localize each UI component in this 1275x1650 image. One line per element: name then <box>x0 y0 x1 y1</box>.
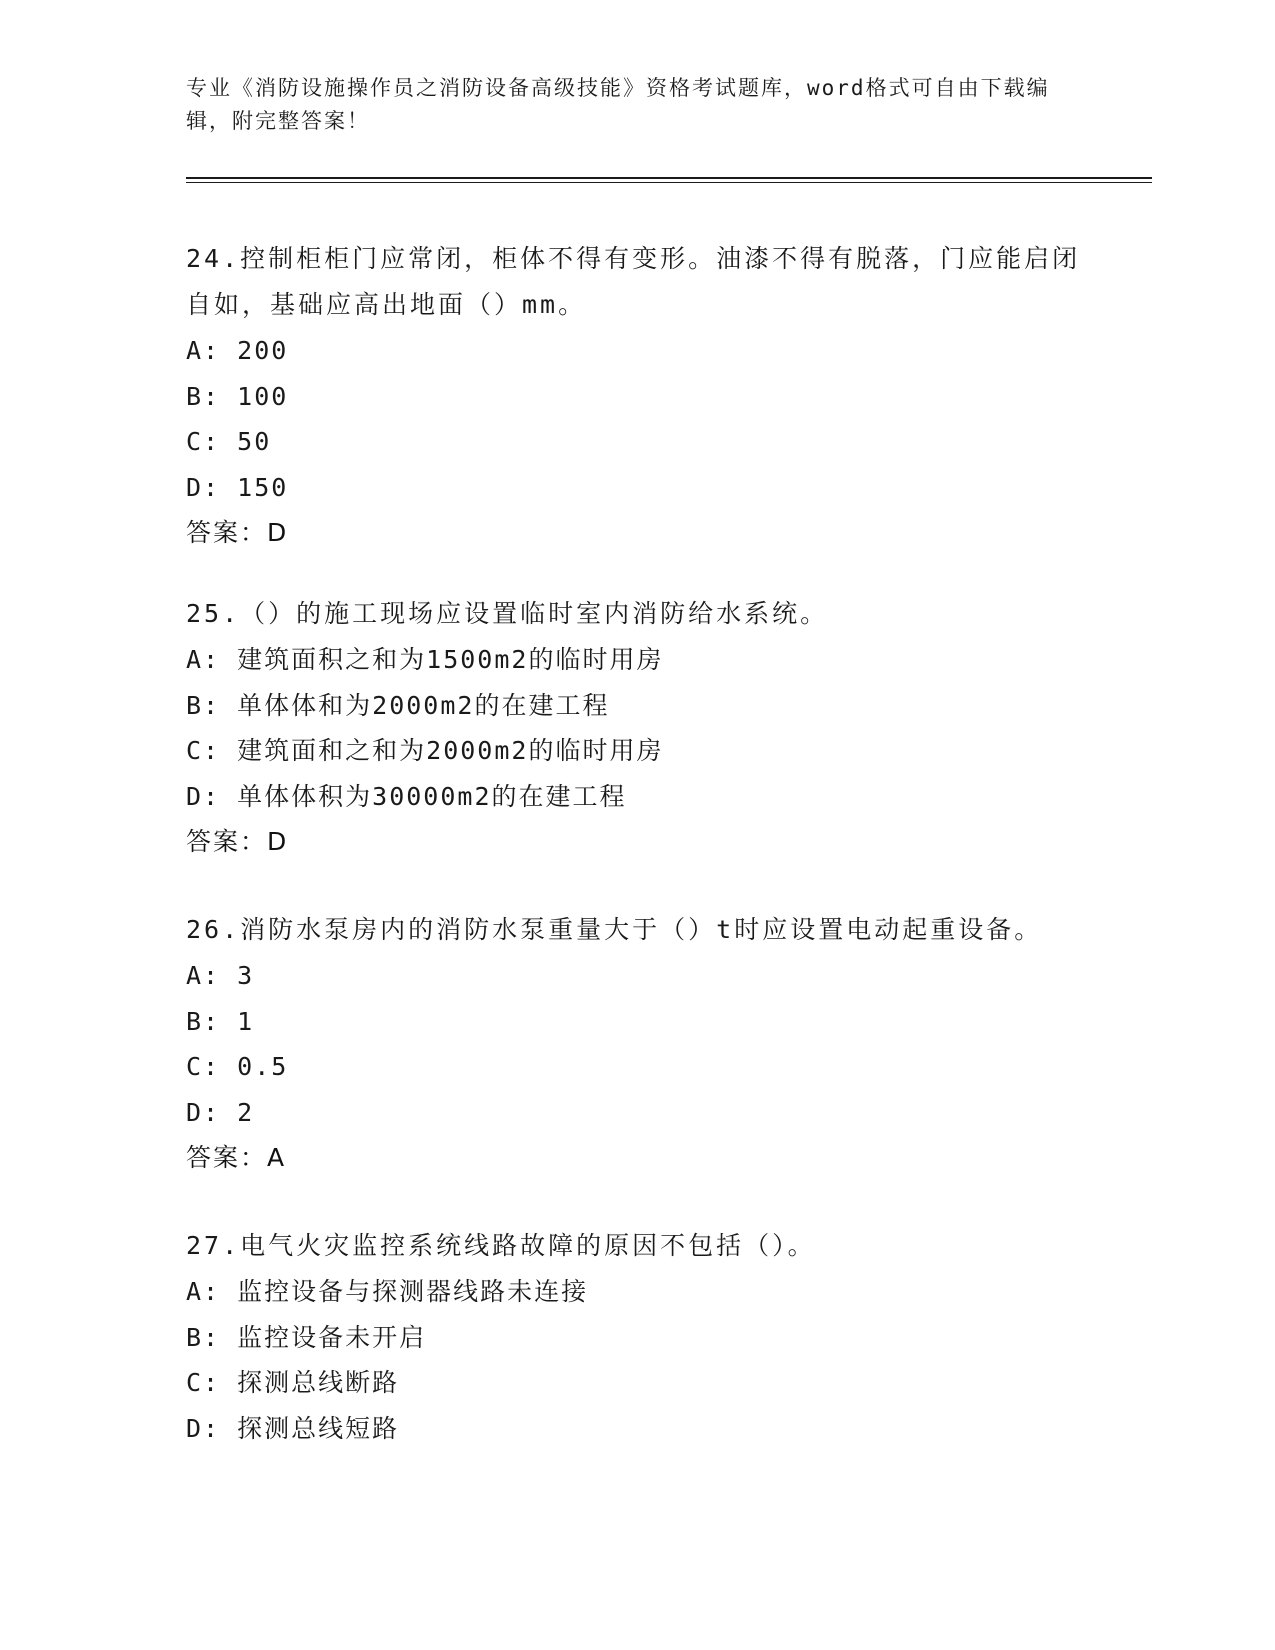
option-b: B: 1 <box>186 1006 255 1036</box>
option-c: C: 探测总线断路 <box>186 1368 400 1397</box>
question-24 <box>186 236 1086 556</box>
question-27 <box>186 1223 1086 1451</box>
option-c: C: 建筑面和之和为2000m2的临时用房 <box>186 736 664 765</box>
header-divider <box>186 177 1152 183</box>
document-header: 专业《消防设施操作员之消防设备高级技能》资格考试题库，word格式可自由下载编辑，附完整答案！ <box>186 76 1050 133</box>
answer: 答案：D <box>186 827 289 856</box>
question-text: 25.（）的施工现场应设置临时室内消防给水系统。 <box>186 599 829 628</box>
option-a: A: 建筑面积之和为1500m2的临时用房 <box>186 645 664 674</box>
question-text: 26.消防水泵房内的消防水泵重量大于（）t时应设置电动起重设备。 <box>186 915 1043 944</box>
option-d: D: 探测总线短路 <box>186 1413 400 1443</box>
question-text: 24.控制柜柜门应常闭，柜体不得有变形。油漆不得有脱落，门应能启闭自如，基础应高出地面（）mm。 <box>186 244 1081 319</box>
option-b: B: 单体体和为2000m2的在建工程 <box>186 690 610 720</box>
option-b: B: 监控设备未开启 <box>186 1322 427 1352</box>
option-a: A: 3 <box>186 961 255 990</box>
option-b: B: 100 <box>186 381 289 411</box>
answer: 答案：A <box>186 1143 287 1172</box>
option-d: D: 2 <box>186 1097 255 1127</box>
option-c: C: 50 <box>186 427 272 456</box>
question-text: 27.电气火灾监控系统线路故障的原因不包括（）。 <box>186 1231 816 1260</box>
answer: 答案：D <box>186 518 289 547</box>
option-d: D: 150 <box>186 472 289 502</box>
option-c: C: 0.5 <box>186 1052 289 1081</box>
question-26 <box>186 907 1086 1181</box>
option-a: A: 监控设备与探测器线路未连接 <box>186 1277 589 1306</box>
option-d: D: 单体体积为30000m2的在建工程 <box>186 781 627 811</box>
question-25 <box>186 591 1086 865</box>
option-a: A: 200 <box>186 336 289 365</box>
